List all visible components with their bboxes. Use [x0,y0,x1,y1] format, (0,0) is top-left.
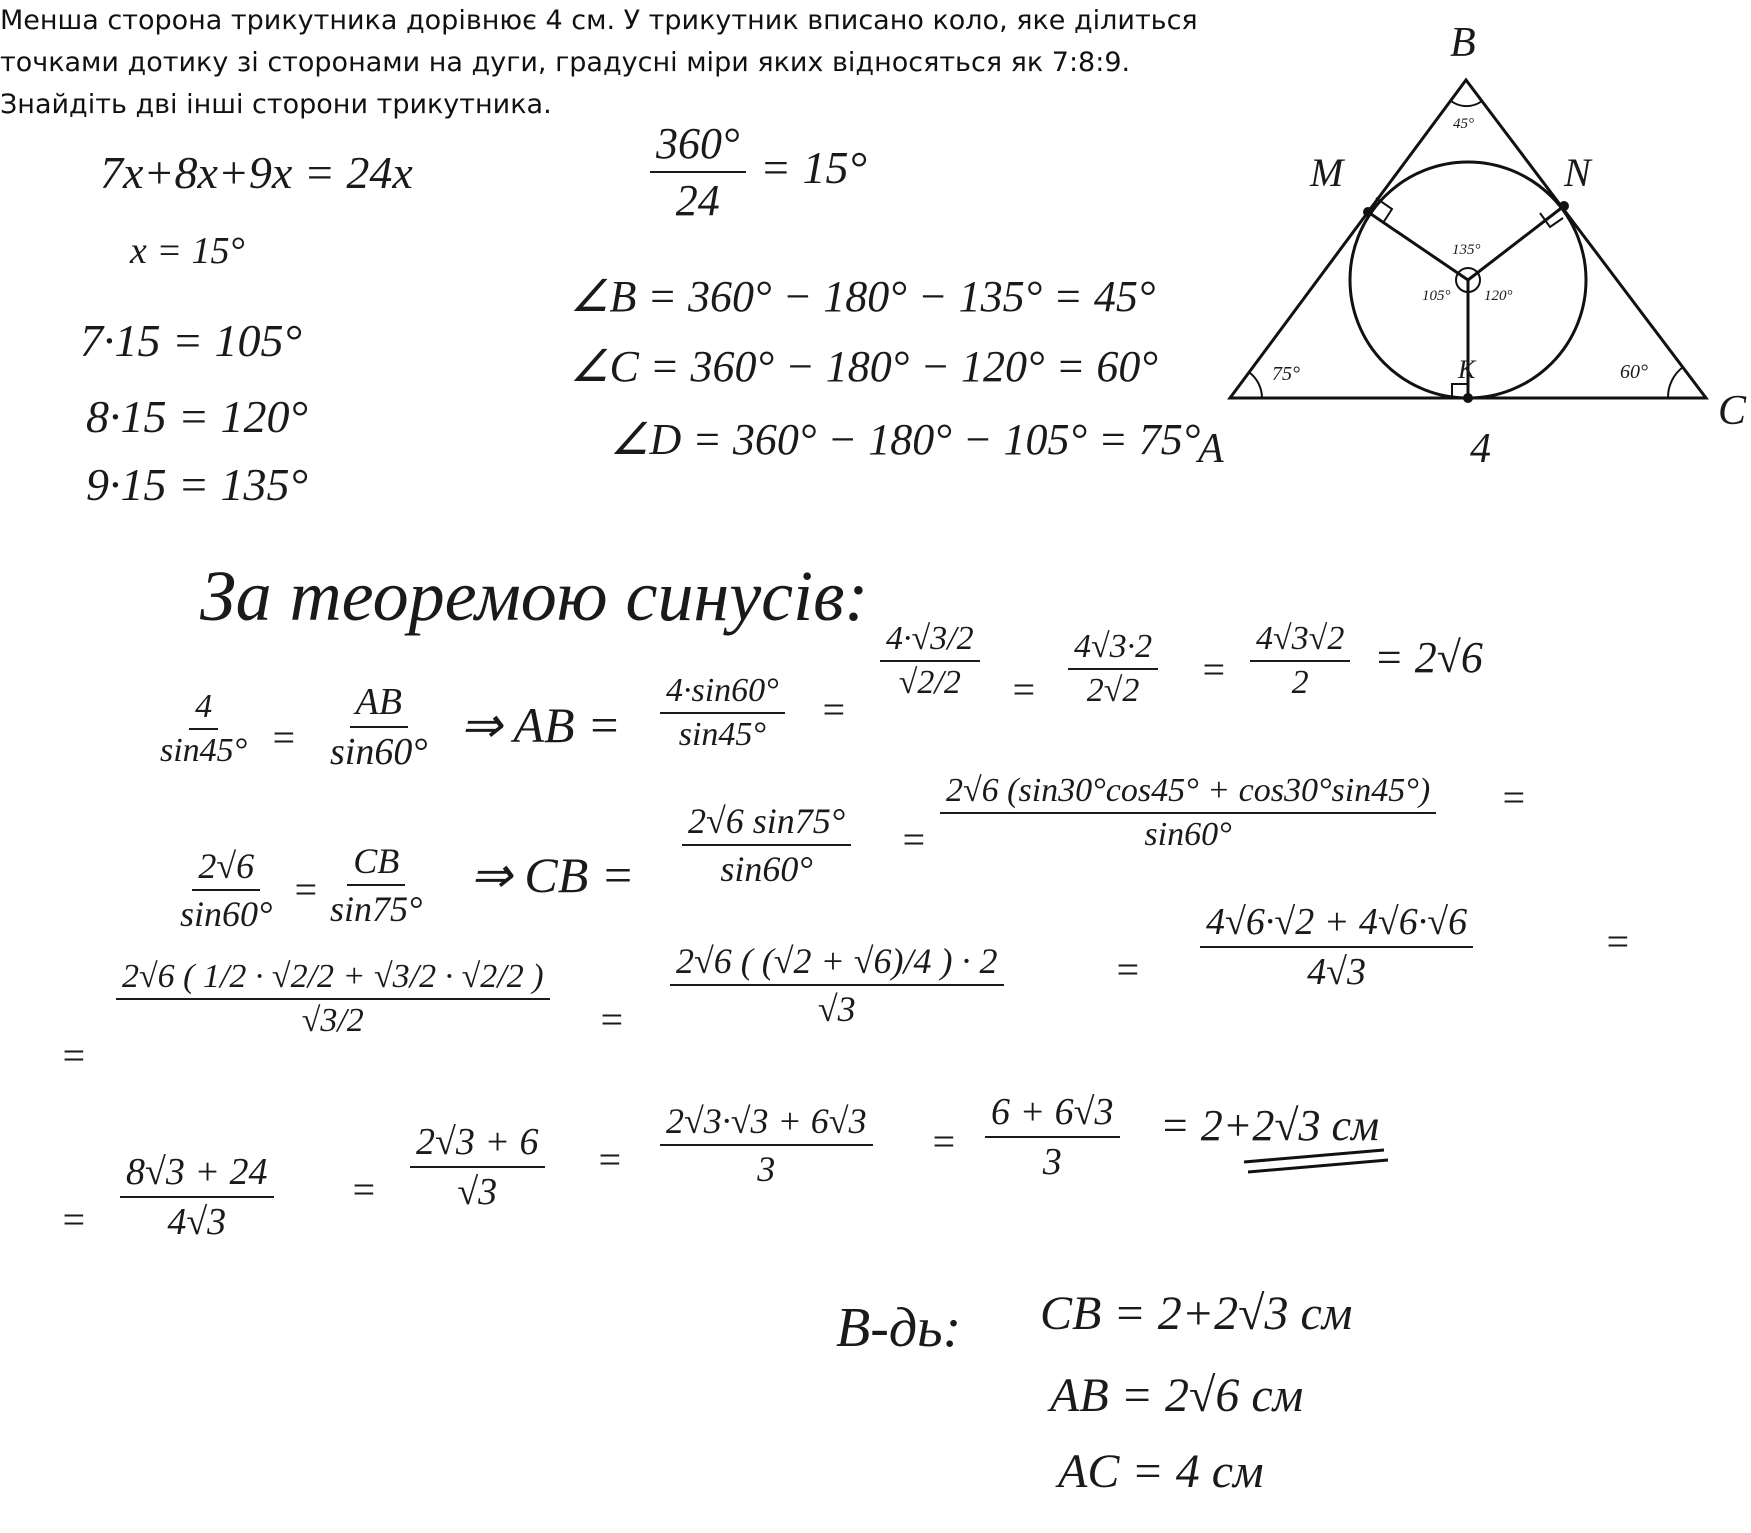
theorem-heading: За теоремою синусів: [200,556,869,636]
angle-a-label: 75° [1272,363,1300,385]
step1-implies: ⇒ AB = [460,697,621,753]
center-120-label: 120° [1484,288,1513,304]
step2-frac-1-den: sin60° [180,894,273,934]
point-m-dot [1363,207,1373,217]
step2-frac-1-num: 2√6 [192,845,260,891]
step4-result: = 2+2√3 см [1160,1101,1380,1150]
step2-frac-1 [180,845,272,935]
step1-frac-4-den: √2/2 [898,664,961,701]
step2-frac-3-den: sin60° [720,849,813,889]
step3-frac-1 [116,958,550,1040]
vertex-b-label: B [1450,20,1476,66]
step1-frac-2-num: AB [350,680,408,728]
unit-arc-num: 360° [650,118,746,173]
step4-frac-2-den: √3 [457,1171,498,1213]
step1-frac-2-den: sin60° [330,731,428,773]
angle-b-label: 45° [1453,116,1474,132]
angle-c-calc: ∠C = 360° − 180° − 120° = 60° [570,342,1158,391]
answer-cb: CB = 2+2√3 см [1040,1287,1353,1340]
step1-frac-3-den: sin45° [678,716,767,753]
step4-frac-4-num: 6 + 6√3 [985,1090,1120,1138]
step2-frac-3-num: 2√6 sin75° [682,800,851,846]
point-k-label: K [1458,355,1476,384]
step1-frac-3-num: 4·sin60° [660,672,785,714]
step3-frac-3-den: 4√3 [1307,951,1366,993]
point-n-label: N [1564,150,1591,195]
step4-frac-2-num: 2√3 + 6 [410,1120,545,1168]
step1-frac-4 [880,620,980,702]
step1-frac-1-num: 4 [189,688,218,730]
step1-frac-6 [1250,620,1350,702]
step3-frac-1-den: √3/2 [301,1002,364,1039]
answer-ac: AC = 4 см [1058,1445,1264,1498]
problem-line-3: Знайдіть дві інші сторони трикутника. [0,89,552,120]
step1-frac-6-den: 2 [1291,664,1309,701]
angle-c-label: 60° [1620,361,1648,383]
unit-arc-den: 24 [675,176,720,225]
answer-underline-2 [1248,1160,1388,1172]
answer-ab: AB = 2√6 см [1050,1369,1304,1422]
step1-eq: = [270,715,297,760]
step1-frac-3 [660,672,785,754]
angle-arc-a [1250,373,1262,398]
vertex-c-label: C [1718,388,1747,434]
radius-on [1468,206,1564,280]
angle-d-calc: ∠D = 360° − 180° − 105° = 75° [610,415,1201,464]
point-k-dot [1463,393,1473,403]
step3-frac-2 [670,940,1004,1030]
step4-frac-4 [985,1090,1120,1184]
ratio-equation: 7x+8x+9x = 24x [100,147,413,198]
step4-frac-4-den: 3 [1042,1141,1062,1183]
step3-frac-2-den: √3 [817,989,856,1029]
step1-result: = 2√6 [1374,633,1483,682]
step2-frac-4 [940,772,1436,854]
vertex-a-label: A [1198,426,1224,472]
arc-135: 9·15 = 135° [86,459,308,510]
step4-frac-1 [120,1150,274,1244]
step1-frac-1-den: sin45° [160,732,248,769]
step1-frac-5-den: 2√2 [1086,672,1140,709]
unit-arc-result: = 15° [760,142,867,193]
step3-frac-1-num: 2√6 ( 1/2 · √2/2 + √3/2 · √2/2 ) [116,958,550,1000]
point-m-label: M [1310,150,1344,195]
step2-implies: ⇒ CB = [470,847,635,903]
step4-frac-2 [410,1120,545,1214]
step2-frac-2-den: sin75° [330,889,423,929]
step4-frac-3-num: 2√3·√3 + 6√3 [660,1100,873,1146]
step2-frac-2 [330,840,422,930]
step2-frac-2-num: CB [347,840,405,886]
step2-frac-4-num: 2√6 (sin30°cos45° + cos30°sin45°) [940,772,1436,814]
step4-frac-1-num: 8√3 + 24 [120,1150,274,1198]
x-value: x = 15° [130,230,245,272]
step3-frac-3 [1200,900,1473,994]
step1-frac-5-num: 4√3·2 [1068,628,1158,670]
step1-frac-6-num: 4√3√2 [1250,620,1350,662]
step2-frac-4-den: sin60° [1144,816,1232,853]
center-105-label: 105° [1422,288,1451,304]
step1-frac-4-num: 4·√3/2 [880,620,980,662]
step1-frac-5 [1068,628,1158,710]
problem-line-1: Менша сторона трикутника дорівнює 4 см. У трикутник вписано коло, яке ділиться [0,5,1198,36]
step1-frac-2 [330,680,428,774]
angle-arc-b [1451,101,1482,106]
angle-b-calc: ∠B = 360° − 180° − 135° = 45° [570,272,1156,321]
unit-arc-fraction [650,118,746,226]
answer-label: В-дь: [836,1297,962,1359]
arc-105: 7·15 = 105° [80,315,302,366]
arc-120: 8·15 = 120° [86,391,308,442]
step2-frac-3 [682,800,851,890]
side-ac-label: 4 [1470,426,1491,472]
point-n-dot [1559,201,1569,211]
angle-arc-c [1668,367,1683,398]
step3-frac-3-num: 4√6·√2 + 4√6·√6 [1200,900,1473,948]
step4-frac-3-den: 3 [757,1149,776,1189]
problem-line-2: точками дотику зі сторонами на дуги, градусні міри яких відносяться як 7:8:9. [0,47,1131,78]
step3-frac-2-num: 2√6 ( (√2 + √6)/4 ) · 2 [670,940,1004,986]
step1-frac-1 [160,688,247,770]
step4-frac-3 [660,1100,873,1190]
center-135-label: 135° [1452,242,1481,258]
answer-underline-1 [1244,1150,1384,1162]
step4-frac-1-den: 4√3 [167,1201,227,1243]
